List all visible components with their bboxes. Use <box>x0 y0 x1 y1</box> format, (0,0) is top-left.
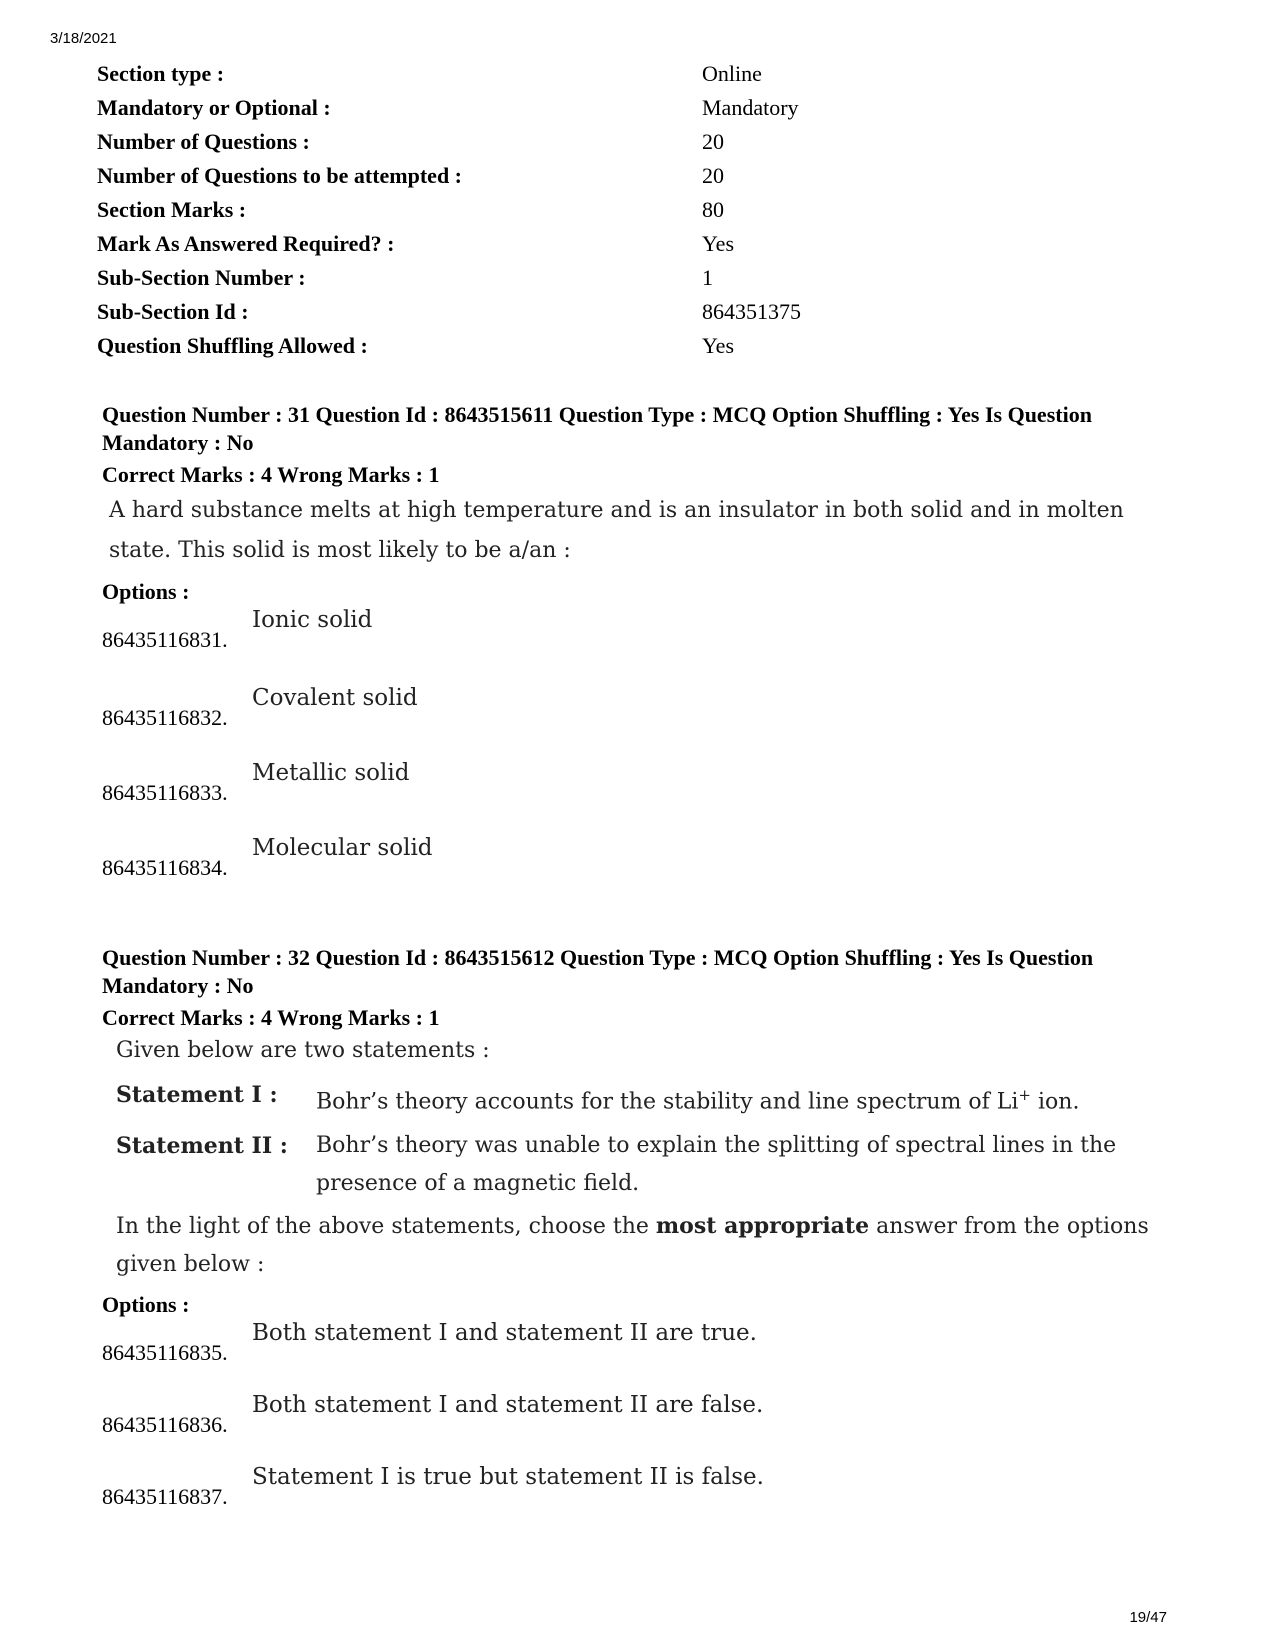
option-id: 86435116833. <box>102 780 228 805</box>
section-info-row <box>97 57 857 91</box>
question-header: Question Number : 31 Question Id : 8643515611 Question Type : MCQ Option Shuffling : Yes Is Question Mandatory : No <box>102 402 1092 455</box>
option-id: 86435116831. <box>102 627 228 652</box>
section-info-value: Online <box>702 61 762 86</box>
section-info-value: 20 <box>702 129 724 154</box>
statement-text: Bohr’s theory accounts for the stability and line spectrum of Li+ ion. <box>316 1086 1080 1115</box>
option-item[interactable] <box>102 1320 1182 1392</box>
question-marks: Correct Marks : 4 Wrong Marks : 1 <box>102 1005 440 1030</box>
question-header: Question Number : 32 Question Id : 8643515612 Question Type : MCQ Option Shuffling : Yes Is Question Mandatory : No <box>102 945 1094 998</box>
option-id: 86435116835. <box>102 1340 228 1366</box>
question-31 <box>102 401 1182 895</box>
page-number: 19/47 <box>1129 1609 1167 1626</box>
option-text: Both statement I and statement II are false. <box>252 1392 764 1419</box>
options-heading: Options : <box>102 1292 190 1318</box>
option-item[interactable] <box>102 1464 1182 1524</box>
print-date: 3/18/2021 <box>50 30 117 47</box>
statement-intro: Given below are two statements : <box>116 1038 490 1063</box>
question-text: A hard substance melts at high temperature and is an insulator in both solid and in molten state. This solid is most likely to be a/an : <box>109 498 1124 563</box>
section-info-value: Yes <box>702 231 735 256</box>
option-text: Metallic solid <box>252 760 410 786</box>
option-id: 86435116834. <box>102 855 228 880</box>
section-info-label: Mark As Answered Required? : <box>97 231 395 256</box>
section-info-row <box>97 91 857 125</box>
section-info-row <box>97 261 857 295</box>
option-text: Molecular solid <box>252 835 433 861</box>
option-text: Covalent solid <box>252 685 418 711</box>
section-info-label: Sub-Section Number : <box>97 265 306 290</box>
statement-label: Statement II : <box>116 1133 288 1160</box>
option-text: Statement I is true but statement II is false. <box>252 1464 764 1491</box>
option-id: 86435116832. <box>102 705 228 730</box>
statement-label: Statement I : <box>116 1082 278 1108</box>
section-info-value: 1 <box>702 265 713 290</box>
section-info-label: Mandatory or Optional : <box>97 95 331 120</box>
statement-1 <box>116 1076 1182 1121</box>
section-info-label: Number of Questions to be attempted : <box>97 163 463 188</box>
statement-prompt: In the light of the above statements, choose the most appropriate answer from the options given below : <box>116 1213 1149 1278</box>
section-info-label: Number of Questions : <box>97 129 310 154</box>
option-id: 86435116836. <box>102 1412 228 1438</box>
section-info-value: 864351375 <box>702 299 801 324</box>
option-item[interactable] <box>102 685 1182 760</box>
section-info-row <box>97 227 857 261</box>
section-info-value: 80 <box>702 197 724 222</box>
section-info-value: Yes <box>702 333 735 358</box>
option-id: 86435116837. <box>102 1484 228 1510</box>
option-item[interactable] <box>102 760 1182 835</box>
option-item[interactable] <box>102 1392 1182 1464</box>
section-info-value: Mandatory <box>702 95 799 120</box>
option-item[interactable] <box>102 607 1182 685</box>
question-marks: Correct Marks : 4 Wrong Marks : 1 <box>102 462 440 487</box>
section-info <box>97 57 857 363</box>
section-info-label: Sub-Section Id : <box>97 299 249 324</box>
section-info-row <box>97 159 857 193</box>
option-item[interactable] <box>102 835 1182 895</box>
section-info-label: Section type : <box>97 61 225 86</box>
option-text: Both statement I and statement II are true. <box>252 1320 757 1347</box>
section-info-value: 20 <box>702 163 724 188</box>
section-info-label: Section Marks : <box>97 197 247 222</box>
option-text: Ionic solid <box>252 607 373 633</box>
section-info-row <box>97 295 857 329</box>
statement-2 <box>116 1127 1182 1203</box>
section-info-row <box>97 329 857 363</box>
question-32 <box>102 944 1182 1524</box>
section-info-row <box>97 125 857 159</box>
section-info-row <box>97 193 857 227</box>
section-info-label: Question Shuffling Allowed : <box>97 333 368 358</box>
statement-text: Bohr’s theory was unable to explain the splitting of spectral lines in the presence of a magnetic field. <box>316 1133 1117 1197</box>
question-text <box>102 1032 1182 1284</box>
options-heading: Options : <box>102 579 190 604</box>
